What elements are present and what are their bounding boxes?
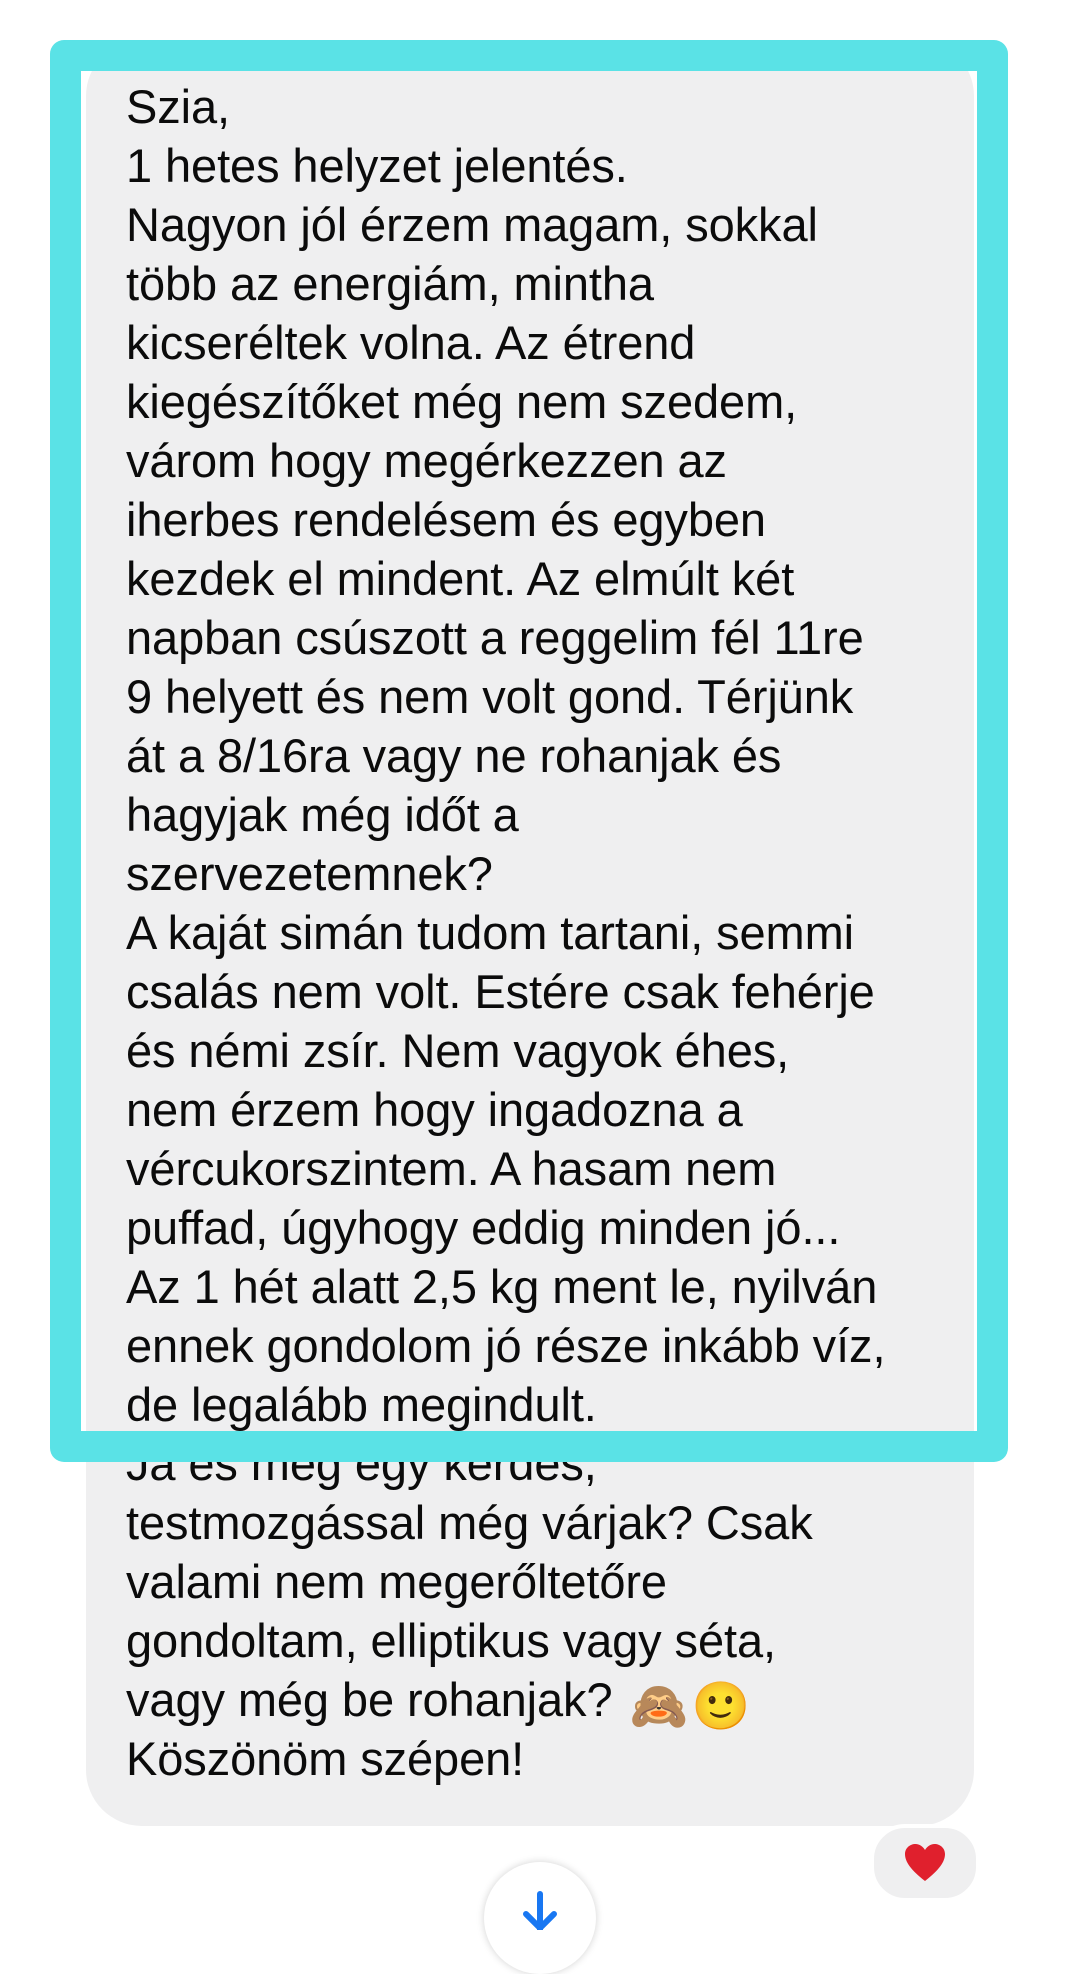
message-line: vércukorszintem. A hasam nem xyxy=(126,1142,777,1195)
message-line: Szia, xyxy=(126,80,230,133)
reaction-badge[interactable] xyxy=(870,1824,980,1902)
message-line: át a 8/16ra vagy ne rohanjak és xyxy=(126,729,782,782)
scroll-to-bottom-button[interactable] xyxy=(484,1862,596,1974)
see-no-evil-monkey-emoji: 🙈 xyxy=(629,1679,688,1732)
arrow-down-icon xyxy=(518,1890,562,1974)
message-line: kicseréltek volna. Az étrend xyxy=(126,316,696,369)
message-line: ennek gondolom jó része inkább víz, xyxy=(126,1319,886,1372)
message-line: Nagyon jól érzem magam, sokkal xyxy=(126,198,818,251)
message-line: kiegészítőket még nem szedem, xyxy=(126,375,798,428)
message-line: gondoltam, elliptikus vagy séta, xyxy=(126,1614,776,1667)
message-line: iherbes rendelésem és egyben xyxy=(126,493,766,546)
message-line: 9 helyett és nem volt gond. Térjünk xyxy=(126,670,854,723)
message-line: hagyjak még időt a xyxy=(126,788,519,841)
message-line: napban csúszott a reggelim fél 11re xyxy=(126,611,864,664)
message-line: várom hogy megérkezzen az xyxy=(126,434,727,487)
message-line-with-emoji xyxy=(126,1670,966,1735)
heart-icon xyxy=(903,1843,947,1883)
message-line: szervezetemnek? xyxy=(126,847,493,900)
message-line: testmozgással még várjak? Csak xyxy=(126,1496,813,1549)
message-line: A kaját simán tudom tartani, semmi xyxy=(126,906,854,959)
message-line: Az 1 hét alatt 2,5 kg ment le, nyilván xyxy=(126,1260,878,1313)
message-line: 1 hetes helyzet jelentés. xyxy=(126,139,628,192)
message-line: több az energiám, mintha xyxy=(126,257,654,310)
message-line: puffad, úgyhogy eddig minden jó... xyxy=(126,1201,841,1254)
message-line: valami nem megerőltetőre xyxy=(126,1555,667,1608)
message-line: csalás nem volt. Estére csak fehérje xyxy=(126,965,875,1018)
message-line: nem érzem hogy ingadozna a xyxy=(126,1083,743,1136)
message-line: kezdek el mindent. Az elmúlt két xyxy=(126,552,795,605)
message-line: de legalább megindult. xyxy=(126,1378,597,1431)
message-text: vagy még be rohanjak? xyxy=(126,1673,613,1726)
message-line: Köszönöm szépen! xyxy=(126,1732,525,1785)
message-line: Ja és még egy kérdés, xyxy=(126,1437,597,1490)
message-line: és némi zsír. Nem vagyok éhes, xyxy=(126,1024,790,1077)
smiling-face-emoji: 🙂 xyxy=(691,1679,751,1732)
